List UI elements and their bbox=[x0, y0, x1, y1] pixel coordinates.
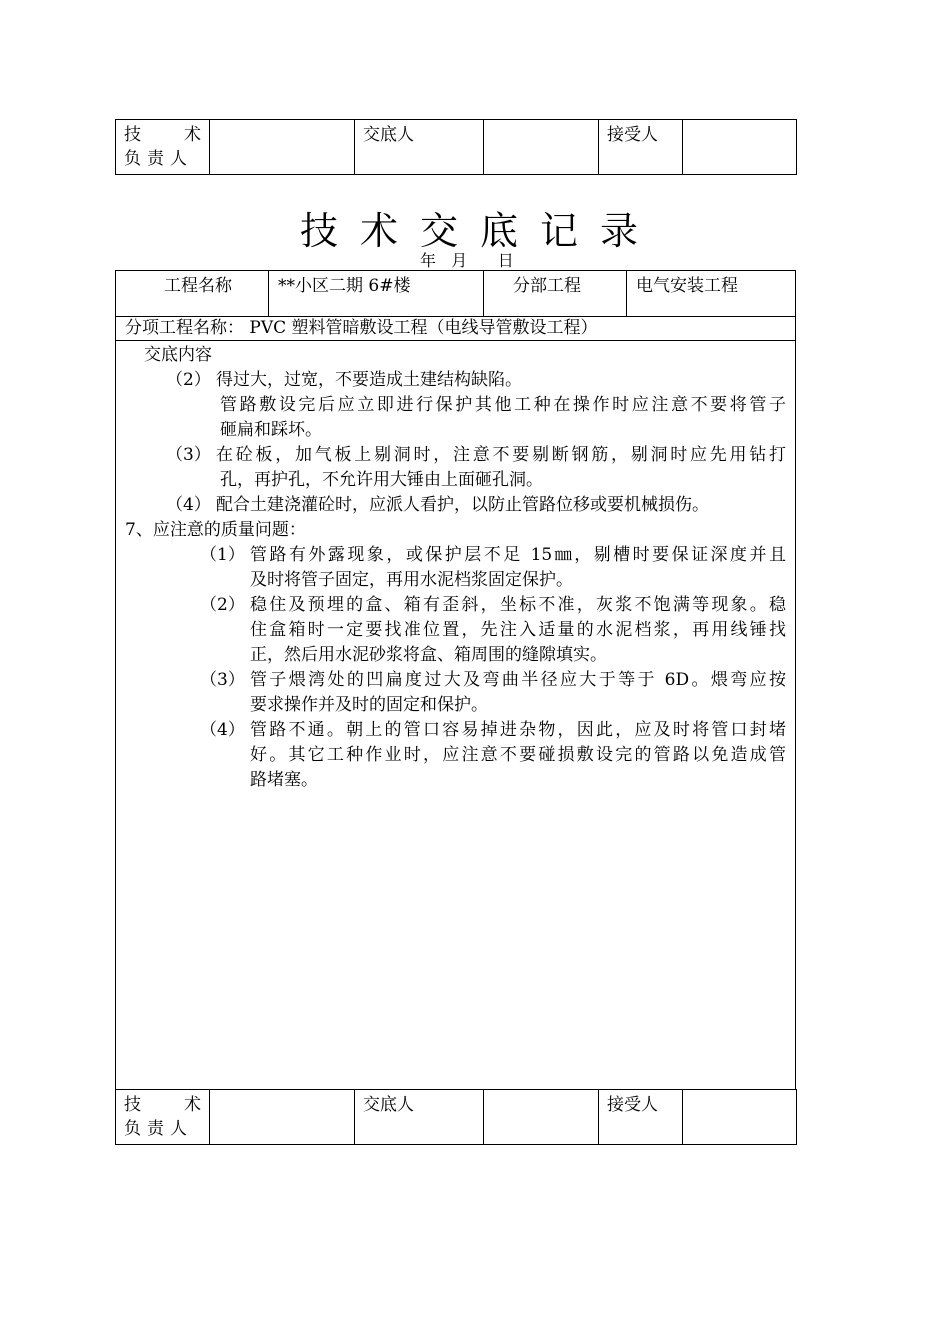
quality-4-line: 路堵塞。 bbox=[250, 770, 318, 790]
disclosure-form bbox=[115, 270, 796, 1090]
item-2-line: 砸扁和踩坏。 bbox=[220, 420, 322, 440]
content-heading: 交底内容 bbox=[144, 345, 212, 365]
quality-3-line: 管子煨湾处的凹扁度过大及弯曲半径应大于等于 6D。煨弯应按 bbox=[250, 670, 786, 690]
signature-table-bottom bbox=[115, 1089, 797, 1145]
division-value: 电气安装工程 bbox=[636, 276, 738, 296]
quality-3-number: （3） bbox=[200, 670, 245, 690]
quality-1-number: （1） bbox=[200, 545, 245, 565]
handover-label: 交底人 bbox=[355, 1090, 484, 1145]
item-3-number: （3） bbox=[166, 445, 211, 465]
receiver-label: 接受人 bbox=[599, 120, 683, 175]
tech-lead-label: 技 术 负责人 bbox=[116, 1090, 210, 1145]
receiver-field[interactable] bbox=[683, 120, 797, 175]
project-info-row bbox=[116, 271, 795, 317]
handover-label: 交底人 bbox=[355, 120, 484, 175]
document-title: 技术交底记录 bbox=[299, 209, 660, 253]
quality-4-line: 好。其它工种作业时，应注意不要碰损敷设完的管路以免造成管 bbox=[250, 745, 786, 765]
tech-lead-field[interactable] bbox=[210, 120, 355, 175]
handover-field[interactable] bbox=[484, 1090, 599, 1145]
quality-2-line: 稳住及预埋的盒、箱有歪斜，坐标不准，灰浆不饱满等现象。稳 bbox=[250, 595, 786, 615]
item-2-number: （2） bbox=[166, 370, 211, 390]
quality-1-line: 及时将管子固定，再用水泥档浆固定保护。 bbox=[250, 570, 573, 590]
quality-2-line: 住盒箱时一定要找准位置，先注入适量的水泥档浆，再用线锤找 bbox=[250, 620, 786, 640]
item-4-number: （4） bbox=[166, 495, 211, 515]
item-4-line: 配合土建浇灌砼时，应派人看护，以防止管路位移或要机械损伤。 bbox=[216, 495, 709, 515]
handover-field[interactable] bbox=[484, 120, 599, 175]
date-line: 年 月 日 bbox=[420, 251, 514, 270]
quality-2-number: （2） bbox=[200, 595, 245, 615]
item-2-line: 管路敷设完后应立即进行保护其他工种在操作时应注意不要将管子 bbox=[220, 395, 786, 415]
quality-2-line: 正，然后用水泥砂浆将盒、箱周围的缝隙填实。 bbox=[250, 645, 607, 665]
item-3-line: 在砼板，加气板上剔洞时，注意不要剔断钢筋，剔洞时应先用钻打 bbox=[216, 445, 786, 465]
quality-4-number: （4） bbox=[200, 720, 245, 740]
division-label: 分部工程 bbox=[513, 276, 581, 296]
item-2-line: 得过大，过宽，不要造成土建结构缺陷。 bbox=[216, 370, 522, 390]
receiver-field[interactable] bbox=[683, 1090, 797, 1145]
section-7-heading: 7、应注意的质量问题： bbox=[125, 520, 306, 540]
subitem-row: 分项工程名称： PVC 塑料管暗敷设工程（电线导管敷设工程） bbox=[116, 316, 795, 341]
signature-table-top bbox=[115, 119, 797, 175]
receiver-label: 接受人 bbox=[599, 1090, 683, 1145]
item-3-line: 孔，再护孔，不允许用大锤由上面砸孔洞。 bbox=[220, 470, 543, 490]
project-name-label: 工程名称 bbox=[164, 276, 232, 296]
quality-3-line: 要求操作并及时的固定和保护。 bbox=[250, 695, 488, 715]
tech-lead-label: 技 术 负责人 bbox=[116, 120, 210, 175]
quality-4-line: 管路不通。朝上的管口容易掉进杂物，因此，应及时将管口封堵 bbox=[250, 720, 786, 740]
tech-lead-field[interactable] bbox=[210, 1090, 355, 1145]
quality-1-line: 管路有外露现象，或保护层不足 15㎜，剔槽时要保证深度并且 bbox=[250, 545, 786, 565]
project-name-value: **小区二期 6#楼 bbox=[278, 276, 411, 296]
